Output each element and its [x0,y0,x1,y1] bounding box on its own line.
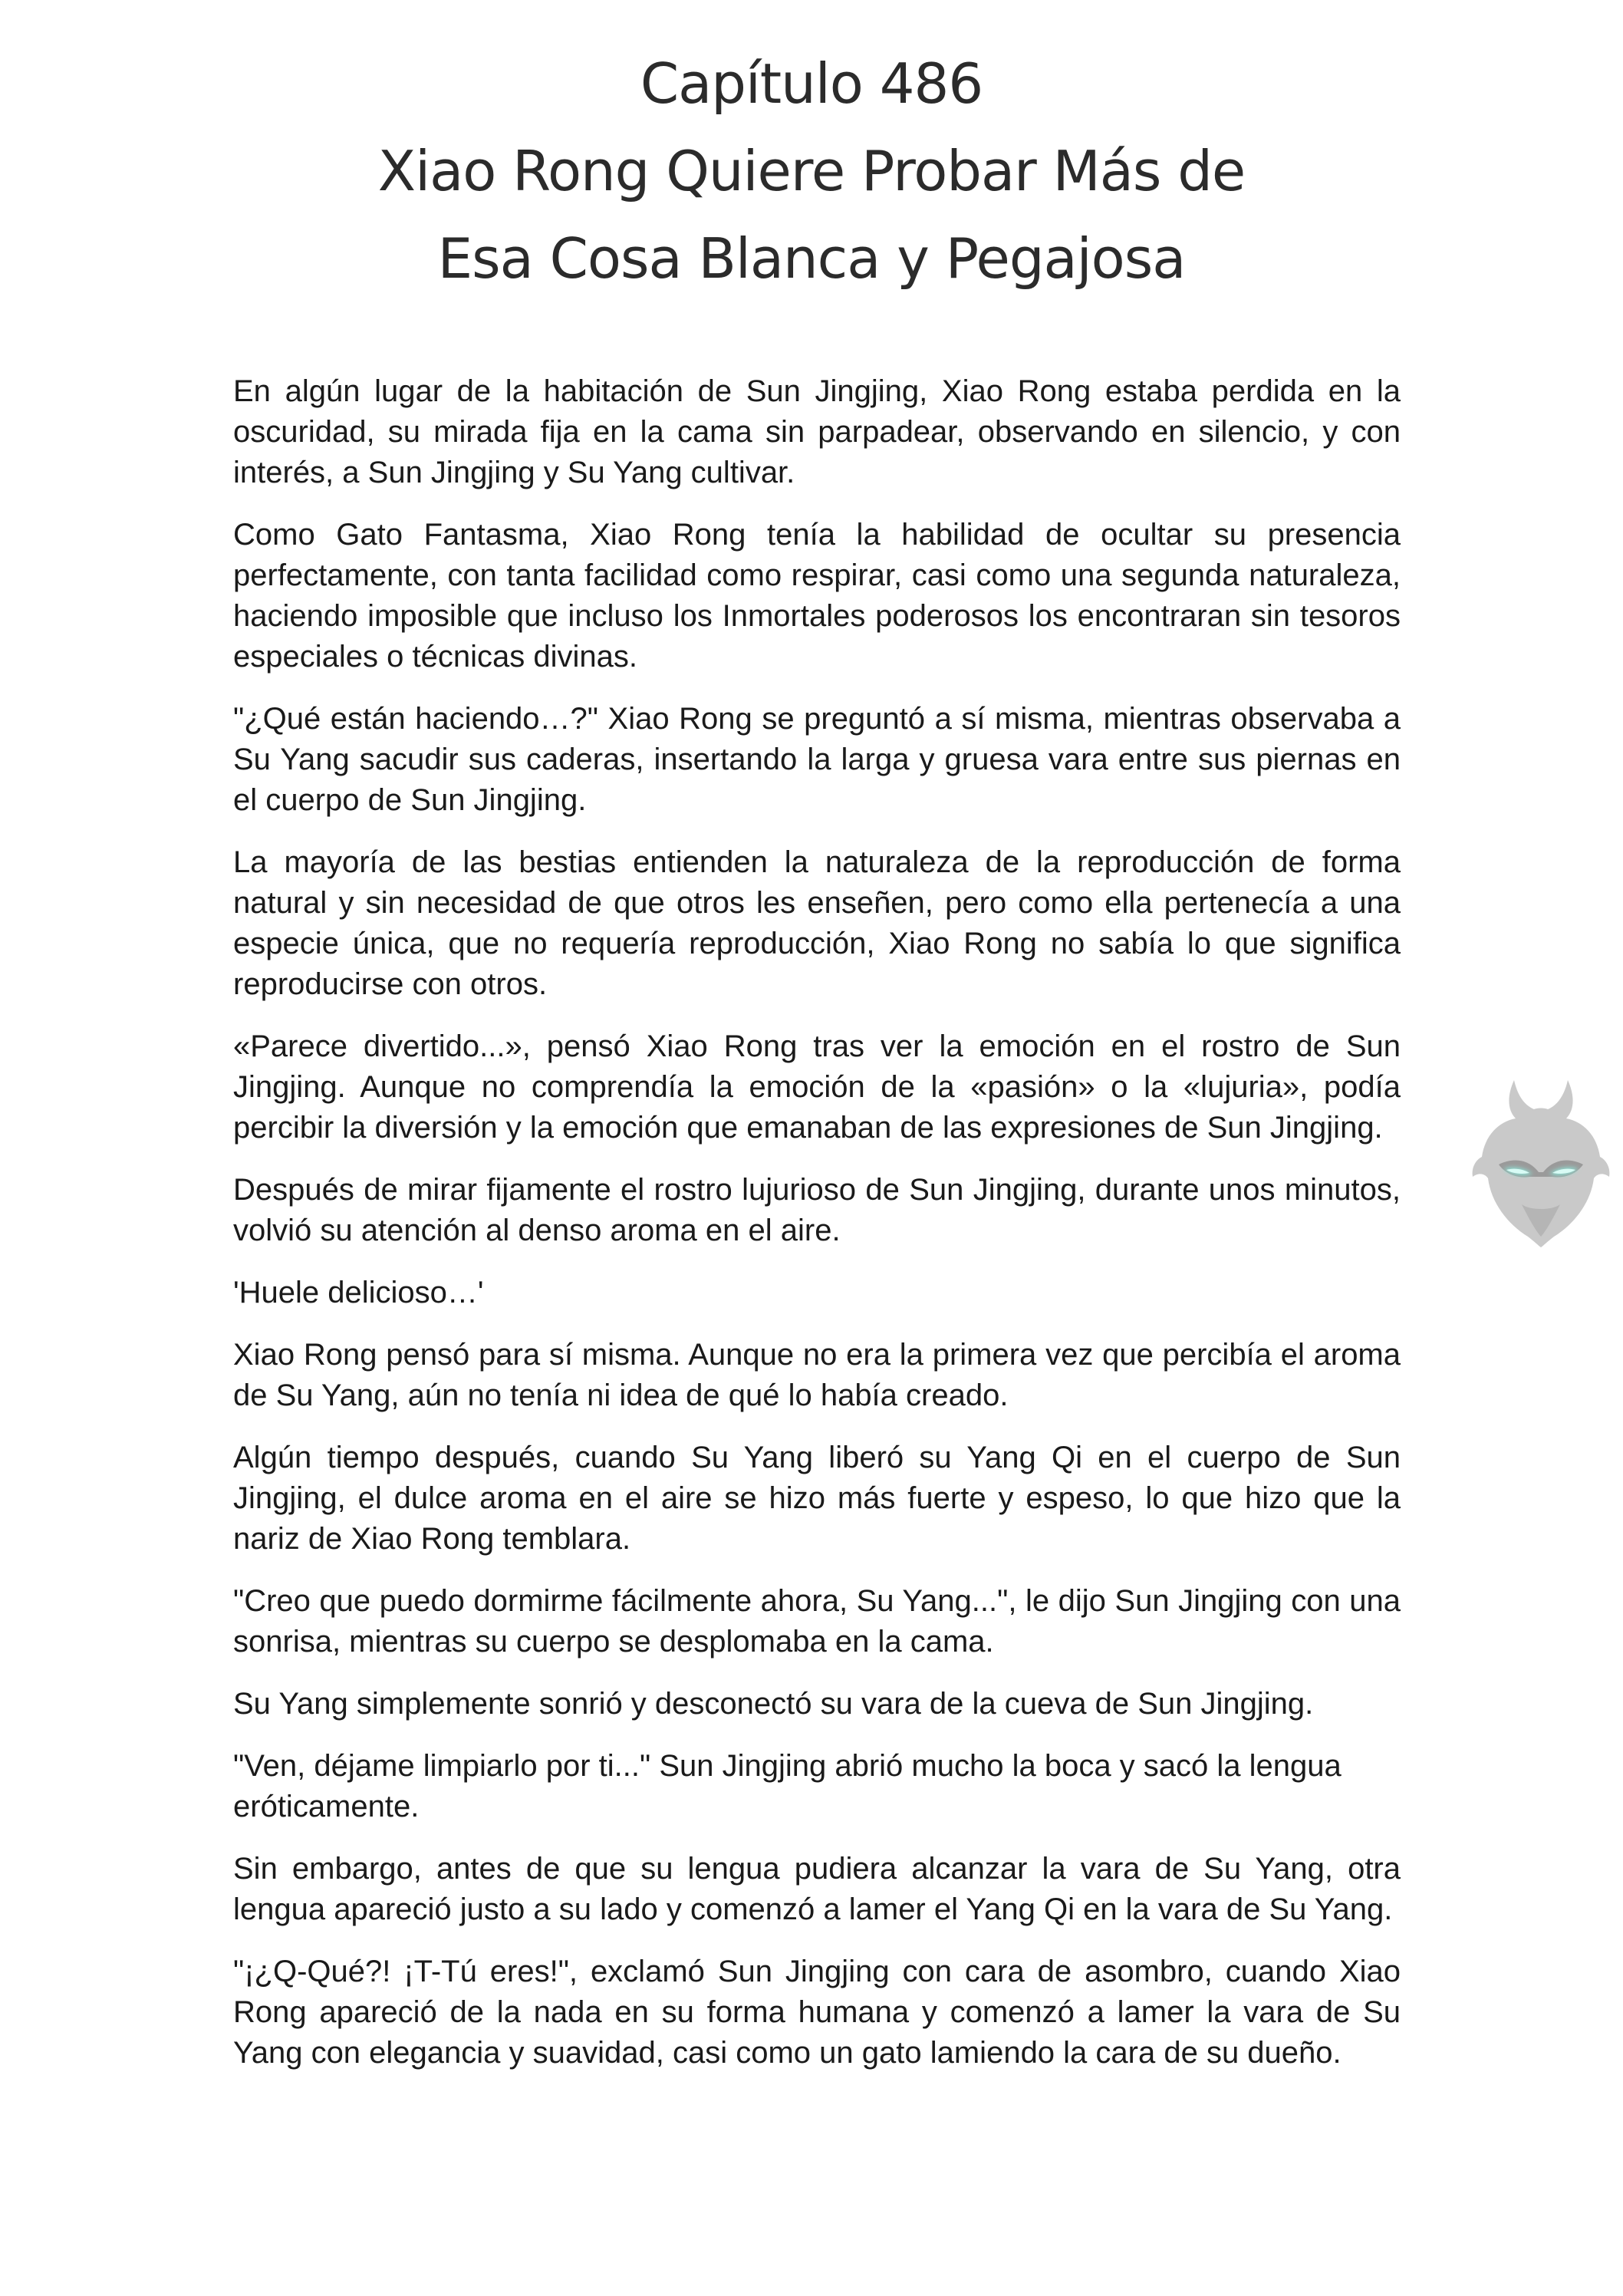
paragraph: «Parece divertido...», pensó Xiao Rong tras ver la emoción en el rostro de Sun Jingjing. Aunque no comprendía la emoción de la «pasión» o la «lujuria», podía percibir la diversión y la emoción que emanaban de las expresiones de Sun Jingjing. [233,1029,1401,1145]
paragraph: Después de mirar fijamente el rostro lujurioso de Sun Jingjing, durante unos minutos, volvió su atención al denso aroma en el aire. [233,1173,1401,1247]
paragraph: "Ven, déjame limpiarlo por ti..." Sun Jingjing abrió mucho la boca y sacó la lengua eróticamente. [233,1749,1342,1823]
chapter-number: Capítulo 486 [640,51,983,116]
paragraph: Como Gato Fantasma, Xiao Rong tenía la habilidad de ocultar su presencia perfectamente, con tanta facilidad como respirar, casi como una segunda naturaleza, haciendo imposible que incluso los Inmortales poderosos los encontraran sin tesoros especiales o técnicas divinas. [233,518,1401,674]
chapter-title [0,40,1623,302]
paragraph: La mayoría de las bestias entienden la naturaleza de la reproducción de forma natural y sin necesidad de que otros les enseñen, pero como ella pertenecía a una especie única, que no requería reproducción, Xiao Rong no sabía lo que significa reproducirse con otros. [233,845,1401,1001]
paragraph: 'Huele delicioso…' [233,1276,484,1309]
paragraph: "¡¿Q-Qué?! ¡T-Tú eres!", exclamó Sun Jingjing con cara de asombro, cuando Xiao Rong apareció de la nada en su forma humana y comenzó a lamer la vara de Su Yang con elegancia y suavidad, casi como un gato lamiendo la cara de su dueño. [233,1955,1401,2070]
paragraph: Algún tiempo después, cuando Su Yang liberó su Yang Qi en el cuerpo de Sun Jingjing, el dulce aroma en el aire se hizo más fuerte y espeso, lo que hizo que la nariz de Xiao Rong temblara. [233,1441,1401,1556]
paragraph: En algún lugar de la habitación de Sun Jingjing, Xiao Rong estaba perdida en la oscuridad, su mirada fija en la cama sin parpadear, observando en silencio, y con interés, a Sun Jingjing y Su Yang cultivar. [233,374,1401,489]
paragraph: "Creo que puedo dormirme fácilmente ahora, Su Yang...", le dijo Sun Jingjing con una sonrisa, mientras su cuerpo se desplomaba en la cama. [233,1584,1401,1659]
chapter-body [233,371,1401,2095]
paragraph: "¿Qué están haciendo…?" Xiao Rong se preguntó a sí misma, mientras observaba a Su Yang sacudir sus caderas, insertando la larga y gruesa vara entre sus piernas en el cuerpo de Sun Jingjing. [233,702,1401,817]
paragraph: Sin embargo, antes de que su lengua pudiera alcanzar la vara de Su Yang, otra lengua apareció justo a su lado y comenzó a lamer el Yang Qi en la vara de Su Yang. [233,1852,1401,1926]
chapter-title-line-1: Xiao Rong Quiere Probar Más de [377,139,1246,203]
paragraph: Su Yang simplemente sonrió y desconectó su vara de la cueva de Sun Jingjing. [233,1687,1314,1721]
paragraph: Xiao Rong pensó para sí misma. Aunque no era la primera vez que percibía el aroma de Su Yang, aún no tenía ni idea de qué lo había creado. [233,1338,1401,1412]
chapter-title-line-2: Esa Cosa Blanca y Pegajosa [437,226,1186,291]
demon-head-logo-icon [1468,1074,1614,1250]
